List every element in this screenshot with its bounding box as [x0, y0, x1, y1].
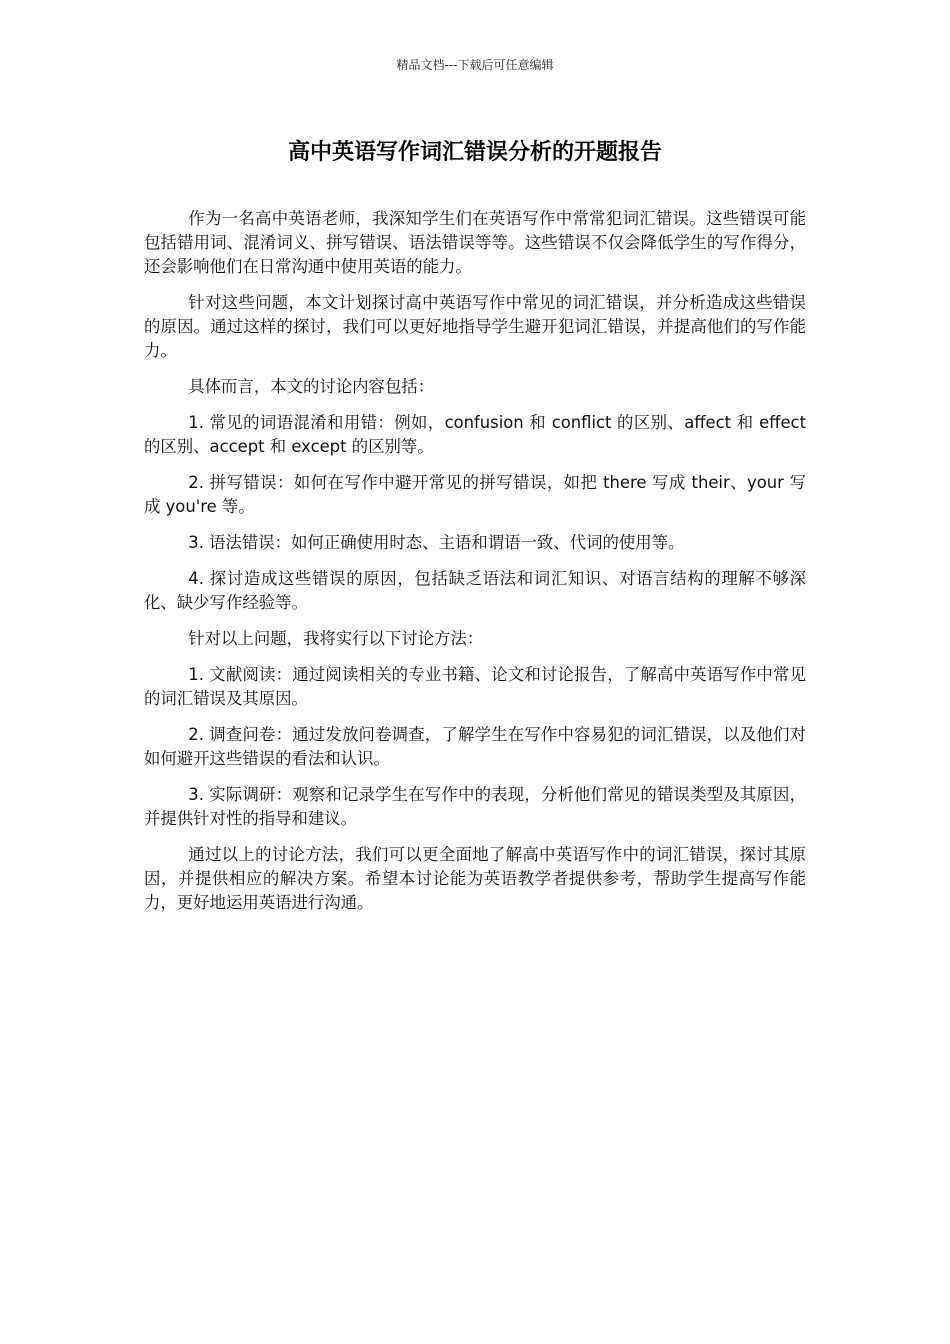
document-body [144, 207, 806, 927]
list-item-content-1: 1. 常见的词语混淆和用错：例如，confusion 和 conflict 的区别、affect 和 effect 的区别、accept 和 except 的区别等。 [144, 413, 806, 456]
paragraph-purpose: 针对这些问题，本文计划探讨高中英语写作中常见的词汇错误，并分析造成这些错误的原因。通过这样的探讨，我们可以更好地指导学生避开犯词汇错误，并提高他们的写作能力。 [144, 293, 806, 360]
paragraph-content-heading: 具体而言，本文的讨论内容包括： [188, 377, 435, 396]
list-item-content-2: 2. 拼写错误：如何在写作中避开常见的拼写错误，如把 there 写成 their、your 写成 you're 等。 [144, 473, 806, 516]
paragraph-conclusion: 通过以上的讨论方法，我们可以更全面地了解高中英语写作中的词汇错误，探讨其原因，并提供相应的解决方案。希望本讨论能为英语教学者提供参考，帮助学生提高写作能力，更好地运用英语进行沟通。 [144, 845, 806, 912]
list-item-content-3: 3. 语法错误：如何正确使用时态、主语和谓语一致、代词的使用等。 [188, 533, 685, 552]
list-item-method-3: 3. 实际调研：观察和记录学生在写作中的表现，分析他们常见的错误类型及其原因，并提供针对性的指导和建议。 [144, 785, 806, 828]
list-item-content-4: 4. 探讨造成这些错误的原因，包括缺乏语法和词汇知识、对语言结构的理解不够深化、缺少写作经验等。 [144, 569, 806, 612]
paragraph-intro: 作为一名高中英语老师，我深知学生们在英语写作中常常犯词汇错误。这些错误可能包括错用词、混淆词义、拼写错误、语法错误等等。这些错误不仅会降低学生的写作得分，还会影响他们在日常沟通中使用英语的能力。 [144, 209, 806, 276]
list-item-method-2: 2. 调查问卷：通过发放问卷调查，了解学生在写作中容易犯的词汇错误，以及他们对如何避开这些错误的看法和认识。 [144, 725, 806, 768]
page-header: 精品文档---下载后可任意编辑 [396, 58, 554, 72]
paragraph-methods-heading: 针对以上问题，我将实行以下讨论方法： [188, 629, 484, 648]
list-item-method-1: 1. 文献阅读：通过阅读相关的专业书籍、论文和讨论报告，了解高中英语写作中常见的词汇错误及其原因。 [144, 665, 806, 708]
document-title: 高中英语写作词汇错误分析的开题报告 [287, 140, 662, 165]
